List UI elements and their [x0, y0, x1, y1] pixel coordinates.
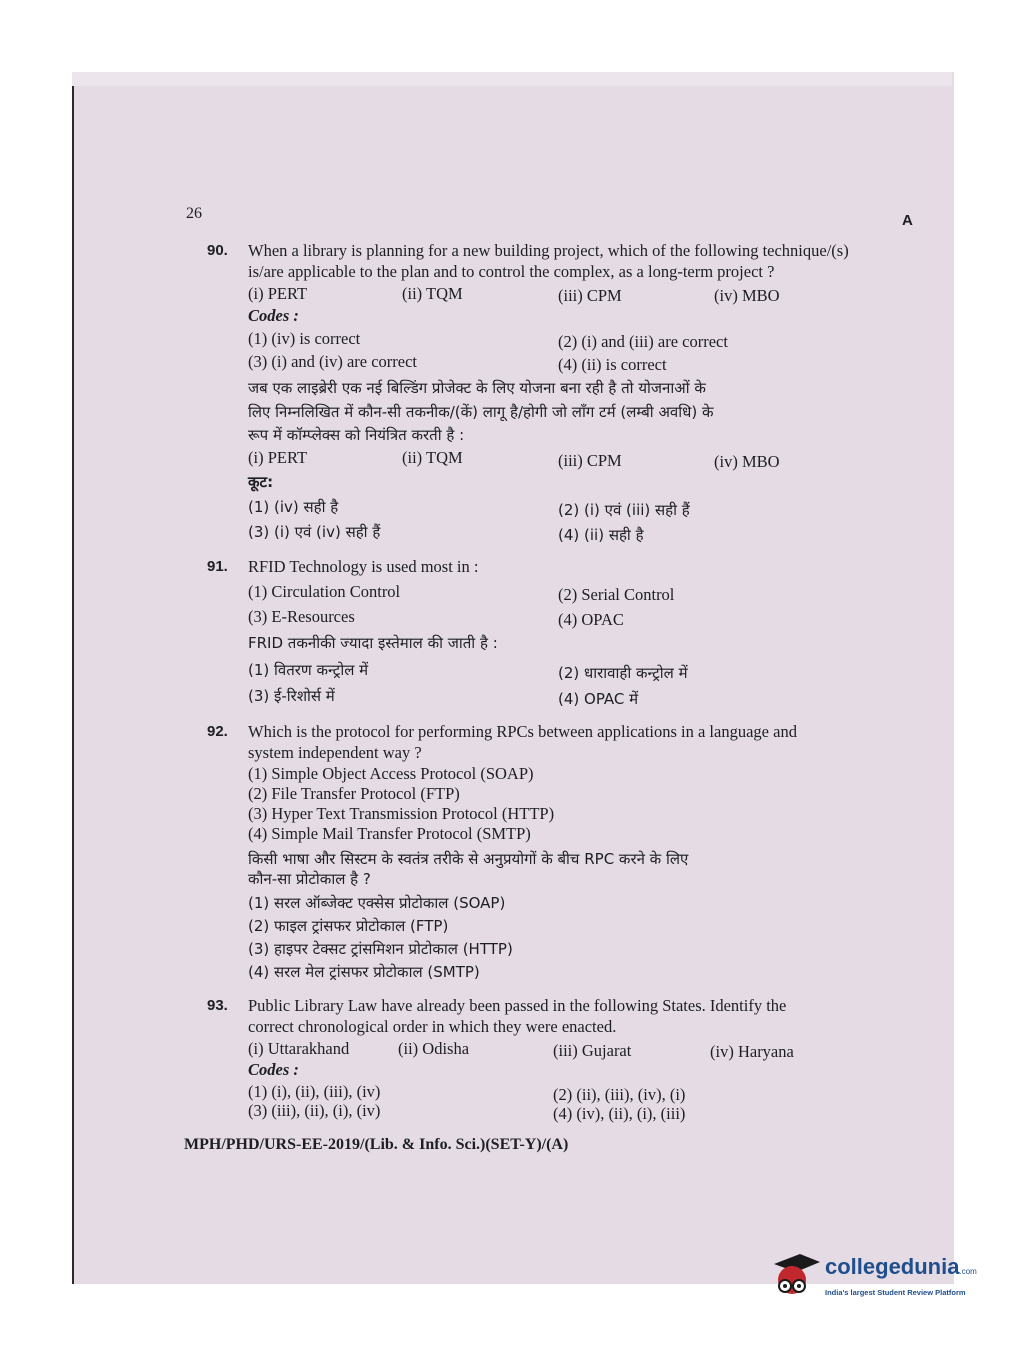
- q92-option: (4) Simple Mail Transfer Protocol (SMTP): [248, 824, 531, 843]
- q90-option-hi: (ii) TQM: [402, 448, 463, 467]
- q93-code: (2) (ii), (iii), (iv), (i): [553, 1085, 686, 1104]
- q91-text-en: RFID Technology is used most in :: [248, 557, 479, 576]
- q90-option: (iii) CPM: [558, 286, 622, 305]
- q92-text-en-2: system independent way ?: [248, 743, 422, 762]
- q92-option-hi: (2) फाइल ट्रांसफर प्रोटोकाल (FTP): [248, 917, 449, 935]
- q93-option: (iv) Haryana: [710, 1042, 794, 1061]
- q90-option-hi: (iii) CPM: [558, 451, 622, 470]
- q92-text-hi-2: कौन-सा प्रोटोकाल है ?: [248, 870, 371, 888]
- q93-option: (i) Uttarakhand: [248, 1039, 350, 1058]
- q91-option: (4) OPAC: [558, 610, 624, 629]
- q91-text-hi: FRID तकनीकी ज्यादा इस्तेमाल की जाती है :: [248, 634, 498, 652]
- question-93-number: 93.: [207, 997, 228, 1014]
- scan-top-edge: [72, 72, 952, 86]
- q93-option: (ii) Odisha: [398, 1039, 470, 1058]
- q90-option: (i) PERT: [248, 284, 308, 303]
- q91-option-hi: (4) OPAC में: [558, 690, 639, 708]
- q91-option-hi: (3) ई-रिशोर्स में: [248, 687, 335, 705]
- q90-option: (iv) MBO: [714, 286, 780, 305]
- q91-option: (1) Circulation Control: [248, 582, 401, 601]
- question-90-number: 90.: [207, 242, 228, 259]
- q90-text-en-1: When a library is planning for a new building project, which of the following technique/(s): [248, 241, 849, 260]
- q90-text-hi-3: रूप में कॉम्प्लेक्स को नियंत्रित करती है :: [248, 426, 465, 444]
- q90-code: (3) (i) and (iv) are correct: [248, 352, 418, 371]
- q92-option: (1) Simple Object Access Protocol (SOAP): [248, 764, 534, 783]
- logo-wordmark: collegedunia.com: [825, 1254, 977, 1279]
- q90-text-hi-1: जब एक लाइब्रेरी एक नई बिल्डिंग प्रोजेक्ट के लिए योजना बना रही है तो योजनाओं के: [248, 379, 706, 397]
- q92-option-hi: (1) सरल ऑब्जेक्ट एक्सेस प्रोटोकाल (SOAP): [248, 894, 506, 912]
- q90-code: (1) (iv) is correct: [248, 329, 361, 348]
- q90-option: (ii) TQM: [402, 284, 463, 303]
- page-number: 26: [186, 205, 202, 222]
- q93-code: (1) (i), (ii), (iii), (iv): [248, 1082, 381, 1101]
- q90-codes-label-hi: कूट:: [248, 473, 274, 491]
- q93-code: (3) (iii), (ii), (i), (iv): [248, 1101, 381, 1120]
- q93-text-en-1: Public Library Law have already been passed in the following States. Identify the: [248, 996, 787, 1015]
- collegedunia-logo: [770, 1250, 995, 1310]
- q92-option-hi: (3) हाइपर टेक्सट ट्रांसमिशन प्रोटोकाल (HTTP): [248, 940, 513, 958]
- question-91-number: 91.: [207, 558, 228, 575]
- q91-option: (2) Serial Control: [558, 585, 675, 604]
- q90-code-hi: (2) (i) एवं (iii) सही हैं: [558, 501, 690, 519]
- q90-text-en-2: is/are applicable to the plan and to control the complex, as a long-term project ?: [248, 262, 775, 281]
- q93-codes-label: Codes :: [248, 1060, 299, 1079]
- q90-option-hi: (i) PERT: [248, 448, 308, 467]
- q93-code: (4) (iv), (ii), (i), (iii): [553, 1104, 686, 1123]
- q90-codes-label: Codes :: [248, 306, 299, 325]
- logo-tagline: India's largest Student Review Platform: [825, 1288, 966, 1297]
- q92-option: (3) Hyper Text Transmission Protocol (HTTP): [248, 804, 555, 823]
- q91-option-hi: (1) वितरण कन्ट्रोल में: [248, 661, 369, 679]
- q93-text-en-2: correct chronological order in which they were enacted.: [248, 1017, 617, 1036]
- q91-option-hi: (2) धारावाही कन्ट्रोल में: [558, 664, 688, 682]
- q92-text-hi-1: किसी भाषा और सिस्टम के स्वतंत्र तरीके से अनुप्रयोगों के बीच RPC करने के लिए: [248, 850, 689, 868]
- mascot-icon: [770, 1250, 822, 1305]
- q90-text-hi-2: लिए निम्नलिखित में कौन-सी तकनीक/(कें) लागू है/होगी जो लाँग टर्म (लम्बी अवधि) के: [248, 403, 714, 421]
- q90-code: (4) (ii) is correct: [558, 355, 667, 374]
- q93-option: (iii) Gujarat: [553, 1041, 632, 1060]
- question-92-number: 92.: [207, 723, 228, 740]
- q92-option-hi: (4) सरल मेल ट्रांसफर प्रोटोकाल (SMTP): [248, 963, 480, 981]
- paper-footer-code: MPH/PHD/URS-EE-2019/(Lib. & Info. Sci.)(SET-Y)/(A): [184, 1136, 569, 1153]
- q92-text-en-1: Which is the protocol for performing RPCs between applications in a language and: [248, 722, 797, 741]
- q91-option: (3) E-Resources: [248, 607, 355, 626]
- q90-code-hi: (3) (i) एवं (iv) सही हैं: [248, 523, 381, 541]
- q90-code: (2) (i) and (iii) are correct: [558, 332, 728, 351]
- q90-code-hi: (4) (ii) सही है: [558, 526, 644, 544]
- q90-option-hi: (iv) MBO: [714, 452, 780, 471]
- set-letter: A: [902, 212, 913, 229]
- q92-option: (2) File Transfer Protocol (FTP): [248, 784, 460, 803]
- q90-code-hi: (1) (iv) सही है: [248, 498, 339, 516]
